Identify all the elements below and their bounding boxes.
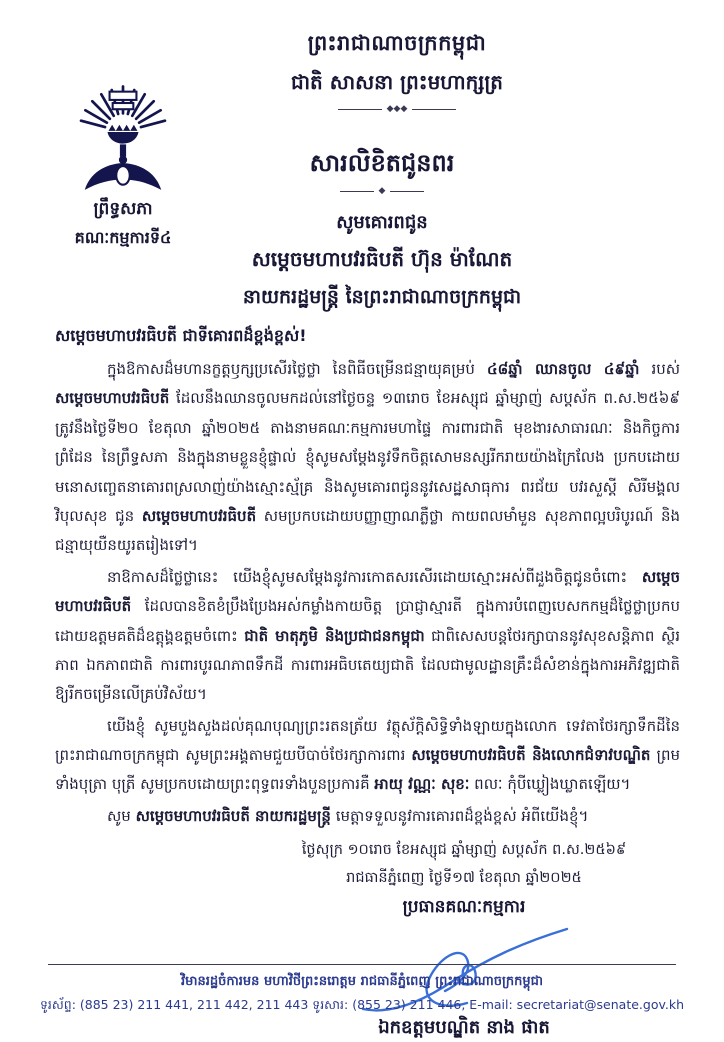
paragraph [55, 712, 680, 800]
body-paragraphs [55, 355, 680, 831]
senate-crest-icon [67, 72, 179, 194]
page-footer [0, 964, 724, 1016]
paragraph-bold-segment: អាយុ វណ្ណៈ សុខៈ [374, 775, 470, 794]
paragraph-bold-segment: សម្ដេចមហាបវរធិបតី [141, 506, 257, 525]
paragraph-segment: សមប្រកបដោយបញ្ញាញាណភ្លឺថ្លា កាយពលមាំមួន សុខភាពល្អបរិបូរណ៍ និងជន្មាយុយឺនយូរតរៀងទៅ។ [55, 506, 680, 555]
footer-address: វិមានរដ្ឋចំការមន មហាវិថីព្រះនរោត្តម រាជធានីភ្នំពេញ ព្រះរាជាណាចក្រកម្ពុជា [181, 974, 543, 989]
paragraph-segment: នាឱកាសដ៏ថ្លៃថ្លានេះ យើងខ្ញុំសូមសម្ដែងនូវការកោតសរសើរដោយស្មោះអស់ពីដួងចិត្តជូនចំពោះ [107, 567, 642, 586]
signer-title: ប្រធានគណៈកម្មការ [402, 897, 526, 918]
ornament-glyph-icon: ◆ [378, 186, 386, 196]
paragraph-segment: ដែលនឹងឈានចូលមកដល់នៅថ្ងៃចន្ទ ១៣រោច ខែអស្សុជ ឆ្នាំម្សាញ់ សប្តស័ក ព.ស.២៥៦៩ ត្រូវនឹងថ្ងៃទី២០ ខែតុលា ឆ្នាំ២០២៥ តាងនាមគណៈកម្មការមហាផ្ទៃ ការពារជាតិ មុខងារសាធារណៈ និងកិច្ចការព្រំដែន នៃព្រឹទ្ធសភា និងក្នុងនាមខ្លួនខ្ញុំផ្ទាល់ ខ្ញុំសូមសម្ដែងនូវទឹកចិត្តសោមនស្សរីករាយយ៉ាងក្រៃលែង ប្រកបដោយមនោសញ្ចេតនាគោរពស្រលាញ់យ៉ាងស្មោះស្ម័គ្រ និងសូមគោរពជូននូវសេដ្ឋសាធុការ ពរជ័យ បវរសួស្ដី សិរីមង្គល វិបុលសុខ ជូន [55, 389, 680, 525]
paragraph-bold-segment: សម្ដេចមហាបវរធិបតី [55, 389, 170, 408]
signer-name: ឯកឧត្តមបណ្ឌិត នាង ផាត [378, 1017, 550, 1039]
paragraph-segment: មេត្តាទទួលនូវការគោរពដ៏ខ្ពង់ខ្ពស់ អំពីយើងខ្ញុំ។ [330, 806, 589, 825]
kingdom-line: ព្រះរាជាណាចក្រកម្ពុជា [307, 31, 487, 55]
paragraph-bold-segment: ជាតិ មាតុភូមិ និងប្រជាជនកម្ពុជា [244, 626, 425, 645]
gregorian-date-line: រាជធានីភ្នំពេញ ថ្ងៃទី១៧ ខែតុលា ឆ្នាំ២០២៥ [346, 869, 582, 886]
paragraph-bold-segment: ៤៨ឆ្នាំ ឈានចូល ៤៩ឆ្នាំ [486, 360, 640, 378]
paragraph-segment: ក្នុងឱកាសដ៏មហានក្ខត្តឫក្សប្រសើរថ្លៃថ្លា នៃពិធីចម្រើនជន្មាយុគម្រប់ [107, 360, 487, 378]
paragraph-segment: របស់ [639, 360, 681, 378]
paragraph [55, 355, 680, 561]
paragraph-bold-segment: សម្ដេចមហាបវរធិបតី នាយករដ្ឋមន្ត្រី [135, 806, 331, 825]
recipient-name: សម្ដេចមហាបវរធិបតី ហ៊ុន ម៉ាណែត [251, 247, 513, 271]
salutation-line: សម្ដេចមហាបវរធិបតី ជាទីគោរពដ៏ខ្ពង់ខ្ពស់! [55, 326, 307, 345]
paragraph [55, 563, 680, 710]
letter-body [55, 325, 680, 831]
footer-divider [48, 964, 676, 965]
paragraph-segment: យើងខ្ញុំ សូមបួងសួងដល់គុណបុណ្យព្រះរតនត្រ័យ វត្ថុស័ក្ដិសិទ្ធិទាំងឡាយក្នុងលោក ទេវតាថែរក្សាទឹកដីនៃព្រះរាជាណាចក្រកម្ពុជា សូមព្រះអង្គតាមជួយបីបាច់ថែរក្សាការពារ [55, 716, 680, 765]
paragraph-segment: ដែលបានខិតខំប្រឹងប្រែងអស់កម្លាំងកាយចិត្ត ប្រាជ្ញាស្មារតី ក្នុងការបំពេញបេសកកម្មដ៏ថ្លៃថ្លាប្រកបដោយឧត្តមគតិដ៏ឧត្តុង្គឧត្តមចំពោះ [55, 597, 680, 645]
lunar-date-line: ថ្ងៃសុក្រ ១០រោច ខែអស្សុជ ឆ្នាំម្សាញ់ សប្តស័ក ព.ស.២៥៦៩ [301, 842, 627, 859]
paragraph [55, 802, 680, 831]
paragraph-bold-segment: សម្ដេចមហាបវរធិបតី និងលោកជំទាវបណ្ឌិត [411, 746, 651, 765]
paragraph-segment: ព្រមទាំងបុត្រា បុត្រី សូមប្រកបដោយព្រះពុទ្ធពរទាំងបួនប្រការគឺ [55, 746, 680, 794]
crest-org-label: ព្រឹទ្ធសភា [93, 199, 153, 219]
recipient-role: នាយករដ្ឋមន្ត្រី នៃព្រះរាជាណាចក្រកម្ពុជា [242, 286, 522, 308]
document-title: សារលិខិតជូនពរ [309, 149, 455, 177]
recipient-salute: សូមគោរពជូន [336, 212, 428, 233]
paragraph-bold-segment: សម្ដេចមហាបវរធិបតី [55, 567, 680, 616]
paragraph-segment: សូម [107, 806, 136, 825]
motto-line: ជាតិ សាសនា ព្រះមហាក្សត្រ [291, 70, 503, 94]
paragraph-segment: ជាពិសេសបន្តថែរក្សាបាននូវសុខសន្តិភាព ស្ថិរភាព ឯកភាពជាតិ ការពារបូរណភាពទឹកដី ការពារអធិបតេយ្យជាតិ ដែលជាមូលដ្ឋានគ្រឹះដ៏សំខាន់ក្នុងការអភិវឌ្ឍជាតិ ឱ្យរីកចម្រើនលើគ្រប់វិស័យ។ [55, 626, 680, 704]
paragraph-segment: ពលៈ កុំបីឃ្លៀងឃ្លាតឡើយ។ [469, 775, 631, 794]
ornament-glyph-icon: ◆◆◆ [386, 104, 408, 114]
footer-contacts: ទូរស័ព្ទ: (885 23) 211 441, 211 442, 211 443 ទូរសារ: (855 23) 211 446, E-mail: secretariat@senate.gov.kh [39, 997, 685, 1012]
senate-crest [48, 72, 198, 251]
crest-committee-label: គណៈកម្មការទី៤ [74, 228, 172, 247]
